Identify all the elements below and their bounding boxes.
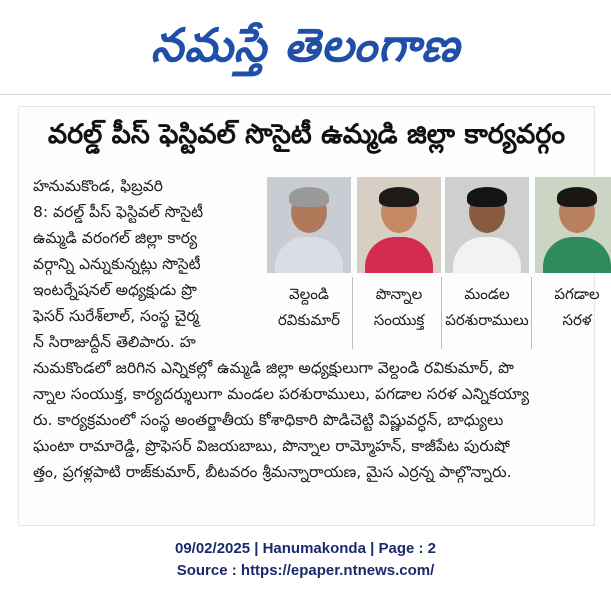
member-photo-card <box>267 177 351 329</box>
caption-line: పగడాల <box>554 285 600 303</box>
photo-hair <box>467 187 507 207</box>
article-lead-column <box>33 173 271 355</box>
body-line: ఇంటర్నేషనల్ అధ్యక్షుడు ప్రొ <box>33 281 197 299</box>
body-line: త్తం, ప్రగళ్లపాటి రాజ్‌కుమార్, బీటవరం శ్రీమన్నారాయణ, మైస ఎర్రన్న పాల్గొన్నారు. <box>33 463 512 481</box>
member-photos <box>245 177 600 355</box>
member-photo-card <box>445 177 529 329</box>
body-line: ఉమ్మడి వరంగల్ జిల్లా కార్య <box>33 229 198 247</box>
body-line: హనుమకొండ, ఫిబ్రవరి <box>33 177 163 195</box>
body-line: న్ సిరాజుద్దీన్ తెలిపారు. హ <box>33 333 196 351</box>
caption-line: పొన్నాల <box>375 285 423 303</box>
photo-caption <box>353 281 445 333</box>
news-clipping <box>18 106 600 526</box>
photo-caption <box>263 281 355 333</box>
body-line: న్నాల సంయుక్త, కార్యదర్శులుగా మండల పరశురాములు, పగడాల సరళ ఎన్నికయ్యా <box>33 385 530 403</box>
photo-hair <box>379 187 419 207</box>
member-photo <box>445 177 529 273</box>
newspaper-title: నమస్తే తెలంగాణ <box>150 18 461 72</box>
member-photo-card <box>357 177 441 329</box>
masthead-divider <box>0 94 611 95</box>
photo-caption <box>531 281 611 333</box>
source-url: Source : https://epaper.ntnews.com/ <box>176 562 435 579</box>
photo-hair <box>557 187 597 207</box>
caption-line: రవికుమార్ <box>277 311 341 329</box>
member-photo-card <box>535 177 611 329</box>
article-headline: వరల్డ్ పీస్ ఫెస్టివల్ సొసైటీ ఉమ్మడి జిల్లా కార్యవర్గం <box>47 119 566 150</box>
article-body <box>33 355 588 485</box>
body-line: వర్గాన్ని ఎన్నుకున్నట్లు సొసైటీ <box>33 255 201 273</box>
member-photo <box>535 177 611 273</box>
photo-caption <box>441 281 533 333</box>
body-line: ఫెసర్ సురేశ్‌లాల్, సంస్థ చైర్మ <box>33 307 200 325</box>
photo-hair <box>289 187 329 207</box>
member-photo <box>357 177 441 273</box>
date-edition-page: 09/02/2025 | Hanumakonda | Page : 2 <box>174 540 436 557</box>
body-line: రు. కార్యక్రమంలో సంస్థ అంతర్జాతీయ కోశాధికారి పొడిచెట్టి విష్ణువర్ధన్, బాధ్యులు <box>33 411 504 429</box>
body-line: నుమకొండలో జరిగిన ఎన్నికల్లో ఉమ్మడి జిల్లా అధ్యక్షులుగా వెల్దండి రవికుమార్, పొ <box>33 359 514 377</box>
masthead <box>0 6 611 84</box>
member-photo <box>267 177 351 273</box>
caption-line: వెల్దండి <box>288 285 329 303</box>
caption-line: సంయుక్త <box>373 311 425 329</box>
caption-line: సరళ <box>562 311 592 329</box>
body-line: ఘంటా రామారెడ్డి, ప్రొఫెసర్ విజయబాబు, పొన్నాల రామ్మోహన్, కాజీపేట పురుషో <box>33 437 510 455</box>
caption-line: మండల <box>464 285 510 303</box>
caption-line: పరశురాములు <box>445 311 529 329</box>
body-line: 8: వరల్డ్ పీస్ ఫెస్టివల్ సొసైటీ <box>33 203 204 221</box>
source-footer <box>0 538 611 582</box>
